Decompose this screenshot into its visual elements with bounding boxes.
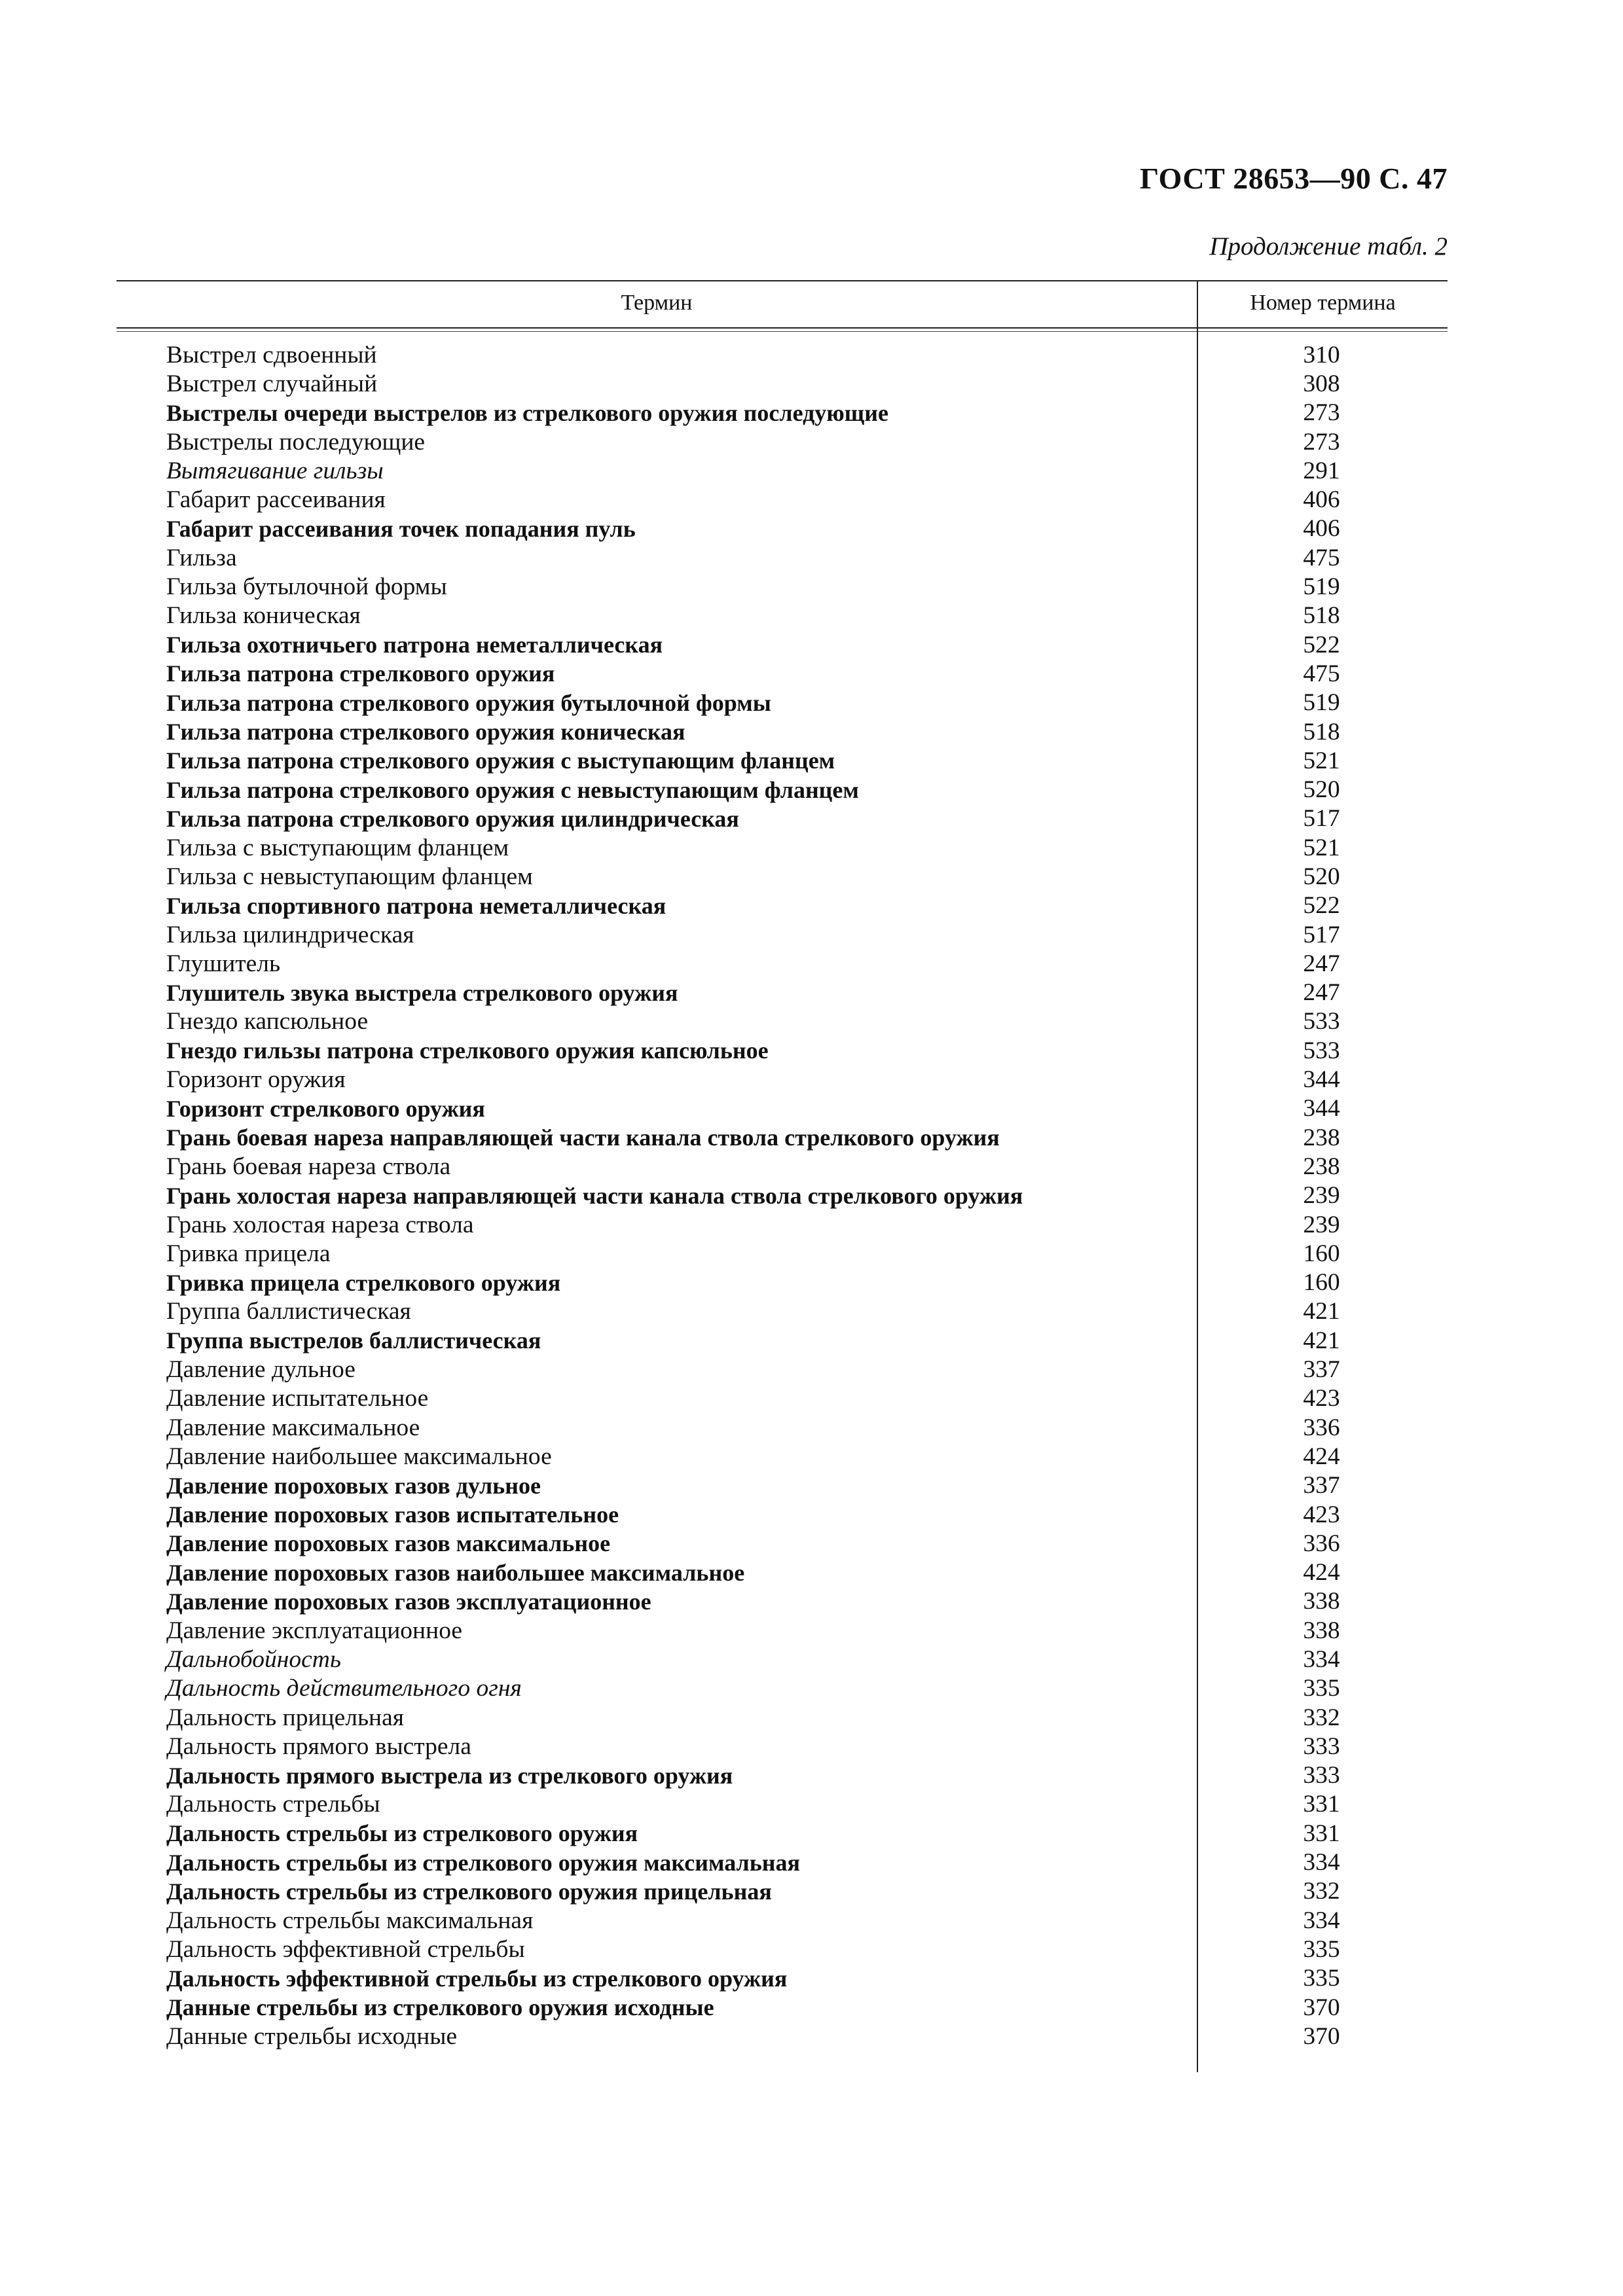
table-row (117, 920, 1448, 949)
term-number-cell: 533 (1303, 1037, 1340, 1064)
table-row (117, 1442, 1448, 1471)
term-cell: Глушитель звука выстрела стрелкового оружия (166, 979, 678, 1006)
term-number-cell: 247 (1303, 979, 1340, 1007)
term-number-cell: 338 (1303, 1617, 1340, 1644)
term-cell: Данные стрельбы из стрелкового оружия исходные (166, 1994, 714, 2021)
term-cell: Габарит рассеивания (166, 486, 386, 514)
term-number-cell: 521 (1303, 747, 1340, 774)
term-cell: Гильза патрона стрелкового оружия (166, 660, 555, 687)
term-number-cell: 421 (1303, 1327, 1340, 1354)
term-cell: Гильза коническая (166, 602, 361, 630)
table-row (117, 1732, 1448, 1761)
table-row (117, 543, 1448, 572)
term-number-cell: 406 (1303, 486, 1340, 514)
term-number-cell: 370 (1303, 1994, 1340, 2021)
term-cell: Данные стрельбы исходные (166, 2022, 458, 2050)
term-number-cell: 517 (1303, 921, 1340, 948)
term-cell: Гильза патрона стрелкового оружия с невыступающим фланцем (166, 776, 859, 803)
table-row (117, 2022, 1448, 2051)
table-row (117, 891, 1448, 920)
table-row (117, 862, 1448, 891)
term-number-cell: 160 (1303, 1240, 1340, 1267)
term-number-cell: 334 (1303, 1646, 1340, 1673)
table-row (117, 630, 1448, 659)
page-header: ГОСТ 28653—90 С. 47 (1139, 162, 1448, 195)
table-row (117, 659, 1448, 688)
term-cell: Дальность стрельбы из стрелкового оружия (166, 1820, 638, 1847)
table-continuation-label: Продолжение табл. 2 (1209, 232, 1448, 260)
term-cell: Группа выстрелов баллистическая (166, 1327, 541, 1354)
header-bottom-rule (117, 327, 1448, 329)
term-number-cell: 518 (1303, 718, 1340, 745)
term-cell: Гильза цилиндрическая (166, 921, 414, 948)
term-cell: Давление пороховых газов наибольшее максимальное (166, 1559, 745, 1586)
table-row (117, 1065, 1448, 1094)
term-cell: Давление испытательное (166, 1385, 429, 1412)
term-cell: Грань холостая нареза направляющей части канала ствола стрелкового оружия (166, 1182, 1023, 1209)
term-number-cell: 273 (1303, 428, 1340, 456)
term-cell: Гильза (166, 544, 237, 571)
term-number-cell: 273 (1303, 399, 1340, 427)
term-cell: Гнездо капсюльное (166, 1008, 369, 1035)
term-number-cell: 520 (1303, 863, 1340, 890)
table-row (117, 1645, 1448, 1674)
table-row (117, 1355, 1448, 1384)
table-row (117, 1964, 1448, 1993)
term-cell: Гильза патрона стрелкового оружия бутылочной формы (166, 689, 771, 716)
term-cell: Дальность эффективной стрельбы из стрелкового оружия (166, 1965, 788, 1992)
term-cell: Грань боевая нареза ствола (166, 1153, 451, 1180)
term-cell: Гильза спортивного патрона неметаллическая (166, 892, 666, 919)
table-top-rule (117, 280, 1448, 281)
column-header-number: Номер термина (1250, 291, 1396, 315)
term-number-cell: 475 (1303, 544, 1340, 571)
term-number-cell: 335 (1303, 1675, 1340, 1702)
term-cell: Давление пороховых газов максимальное (166, 1530, 611, 1557)
term-number-cell: 160 (1303, 1269, 1340, 1297)
term-number-cell: 239 (1303, 1182, 1340, 1210)
table-row (117, 601, 1448, 630)
term-number-cell: 336 (1303, 1530, 1340, 1557)
table-row (117, 1877, 1448, 1906)
term-number-cell: 406 (1303, 515, 1340, 543)
term-cell: Горизонт стрелкового оружия (166, 1095, 485, 1122)
term-number-cell: 519 (1303, 573, 1340, 601)
term-cell: Гривка прицела стрелкового оружия (166, 1269, 561, 1296)
table-row (117, 399, 1448, 427)
term-number-cell: 331 (1303, 1820, 1340, 1847)
term-number-cell: 333 (1303, 1732, 1340, 1760)
table-row (117, 1993, 1448, 2022)
term-number-cell: 423 (1303, 1501, 1340, 1528)
term-cell: Дальнобойность (166, 1646, 341, 1673)
table-row (117, 978, 1448, 1007)
column-header-term: Термин (621, 291, 693, 315)
term-number-cell: 521 (1303, 834, 1340, 861)
term-cell: Дальность прямого выстрела из стрелкового оружия (166, 1762, 733, 1789)
term-number-cell: 424 (1303, 1443, 1340, 1470)
term-cell: Горизонт оружия (166, 1066, 346, 1094)
term-number-cell: 335 (1303, 1935, 1340, 1963)
term-number-cell: 337 (1303, 1472, 1340, 1499)
term-cell: Давление максимальное (166, 1414, 420, 1441)
table-row (117, 717, 1448, 746)
table-row (117, 1703, 1448, 1732)
term-cell: Гильза с выступающим фланцем (166, 834, 509, 861)
term-cell: Давление дульное (166, 1356, 356, 1384)
term-cell: Гильза с невыступающим фланцем (166, 863, 533, 890)
term-cell: Габарит рассеивания точек попадания пуль (166, 515, 636, 542)
term-number-cell: 239 (1303, 1211, 1340, 1238)
term-cell: Гильза патрона стрелкового оружия цилиндрическая (166, 805, 739, 832)
term-cell: Грань боевая нареза направляющей части канала ствола стрелкового оружия (166, 1124, 1000, 1151)
table-row (117, 1848, 1448, 1876)
term-cell: Группа баллистическая (166, 1298, 411, 1325)
term-number-cell: 344 (1303, 1066, 1340, 1094)
term-cell: Дальность эффективной стрельбы (166, 1935, 525, 1963)
term-cell: Давление наибольшее максимальное (166, 1443, 552, 1470)
term-cell: Грань холостая нареза ствола (166, 1211, 474, 1238)
table-row (117, 1471, 1448, 1500)
term-cell: Гильза патрона стрелкового оружия с выступающим фланцем (166, 747, 835, 774)
term-number-cell: 423 (1303, 1385, 1340, 1412)
table-row (117, 1007, 1448, 1036)
table-row (117, 1210, 1448, 1239)
table-row (117, 689, 1448, 717)
table-row (117, 1529, 1448, 1558)
term-number-cell: 238 (1303, 1124, 1340, 1151)
term-number-cell: 310 (1303, 341, 1340, 368)
table-row (117, 514, 1448, 543)
term-number-cell: 519 (1303, 689, 1340, 717)
term-cell: Гривка прицела (166, 1240, 331, 1267)
table-row (117, 1906, 1448, 1935)
table-row (117, 1268, 1448, 1297)
term-number-cell: 336 (1303, 1414, 1340, 1441)
term-number-cell: 247 (1303, 950, 1340, 977)
term-number-cell: 424 (1303, 1559, 1340, 1587)
term-number-cell: 308 (1303, 370, 1340, 397)
term-cell: Дальность стрельбы (166, 1791, 380, 1818)
table-row (117, 1326, 1448, 1355)
term-number-cell: 518 (1303, 602, 1340, 630)
term-number-cell: 334 (1303, 1907, 1340, 1934)
term-number-cell: 475 (1303, 660, 1340, 687)
table-row (117, 833, 1448, 862)
table-row (117, 1616, 1448, 1645)
term-cell: Глушитель (166, 950, 281, 977)
term-number-cell: 238 (1303, 1153, 1340, 1180)
table-row (117, 427, 1448, 456)
table-row (117, 804, 1448, 833)
table-row (117, 775, 1448, 804)
table-row (117, 1384, 1448, 1413)
table-row (117, 1587, 1448, 1616)
term-number-cell: 332 (1303, 1704, 1340, 1731)
table-body (117, 340, 1448, 2051)
table-row (117, 746, 1448, 775)
table-row (117, 1500, 1448, 1529)
term-cell: Гильза патрона стрелкового оружия коническая (166, 719, 685, 745)
term-number-cell: 335 (1303, 1965, 1340, 1992)
header-bottom-rule-thin (117, 331, 1448, 332)
term-number-cell: 522 (1303, 631, 1340, 658)
term-number-cell: 522 (1303, 892, 1340, 920)
term-number-cell: 520 (1303, 776, 1340, 804)
table-row (117, 1239, 1448, 1268)
term-cell: Дальность прицельная (166, 1704, 405, 1731)
term-number-cell: 291 (1303, 457, 1340, 484)
term-cell: Дальность стрельбы из стрелкового оружия прицельная (166, 1878, 772, 1905)
term-cell: Давление пороховых газов испытательное (166, 1501, 619, 1528)
term-number-cell: 517 (1303, 805, 1340, 833)
term-number-cell: 333 (1303, 1762, 1340, 1789)
table-row (117, 1123, 1448, 1152)
table-row (117, 456, 1448, 485)
term-number-cell: 338 (1303, 1588, 1340, 1615)
term-cell: Дальность стрельбы из стрелкового оружия максимальная (166, 1849, 801, 1876)
term-cell: Давление эксплуатационное (166, 1617, 463, 1644)
table-row (117, 1036, 1448, 1065)
term-number-cell: 332 (1303, 1878, 1340, 1905)
term-number-cell: 331 (1303, 1791, 1340, 1818)
term-cell: Давление пороховых газов дульное (166, 1472, 541, 1499)
term-cell: Гильза охотничьего патрона неметаллическая (166, 632, 663, 658)
term-number-cell: 337 (1303, 1356, 1340, 1384)
term-cell: Дальность стрельбы максимальная (166, 1907, 534, 1934)
term-number-cell: 334 (1303, 1849, 1340, 1876)
term-cell: Выстрелы очереди выстрелов из стрелкового оружия последующие (166, 399, 888, 426)
table-row (117, 369, 1448, 398)
table-row (117, 572, 1448, 601)
term-number-cell: 344 (1303, 1095, 1340, 1122)
term-cell: Давление пороховых газов эксплуатационное (166, 1588, 651, 1615)
table-row (117, 485, 1448, 514)
table-row (117, 1181, 1448, 1210)
term-number-cell: 533 (1303, 1008, 1340, 1035)
table-row (117, 949, 1448, 978)
table-row (117, 1413, 1448, 1442)
term-cell: Дальность прямого выстрела (166, 1732, 471, 1760)
table-row (117, 1935, 1448, 1964)
term-cell: Выстрел случайный (166, 370, 378, 397)
table-row (117, 1674, 1448, 1703)
term-cell: Гнездо гильзы патрона стрелкового оружия капсюльное (166, 1037, 769, 1064)
term-cell: Выстрел сдвоенный (166, 341, 377, 368)
term-number-cell: 370 (1303, 2022, 1340, 2050)
term-cell: Выстрелы последующие (166, 428, 426, 456)
table-row (117, 340, 1448, 369)
table-row (117, 1761, 1448, 1790)
term-cell: Дальность действительного огня (166, 1675, 522, 1702)
term-cell: Гильза бутылочной формы (166, 573, 447, 601)
table-row (117, 1297, 1448, 1326)
table-row (117, 1790, 1448, 1819)
table-row (117, 1094, 1448, 1123)
table-row (117, 1819, 1448, 1848)
table-row (117, 1152, 1448, 1181)
term-cell: Вытягивание гильзы (166, 457, 384, 484)
table-row (117, 1558, 1448, 1587)
term-number-cell: 421 (1303, 1298, 1340, 1325)
